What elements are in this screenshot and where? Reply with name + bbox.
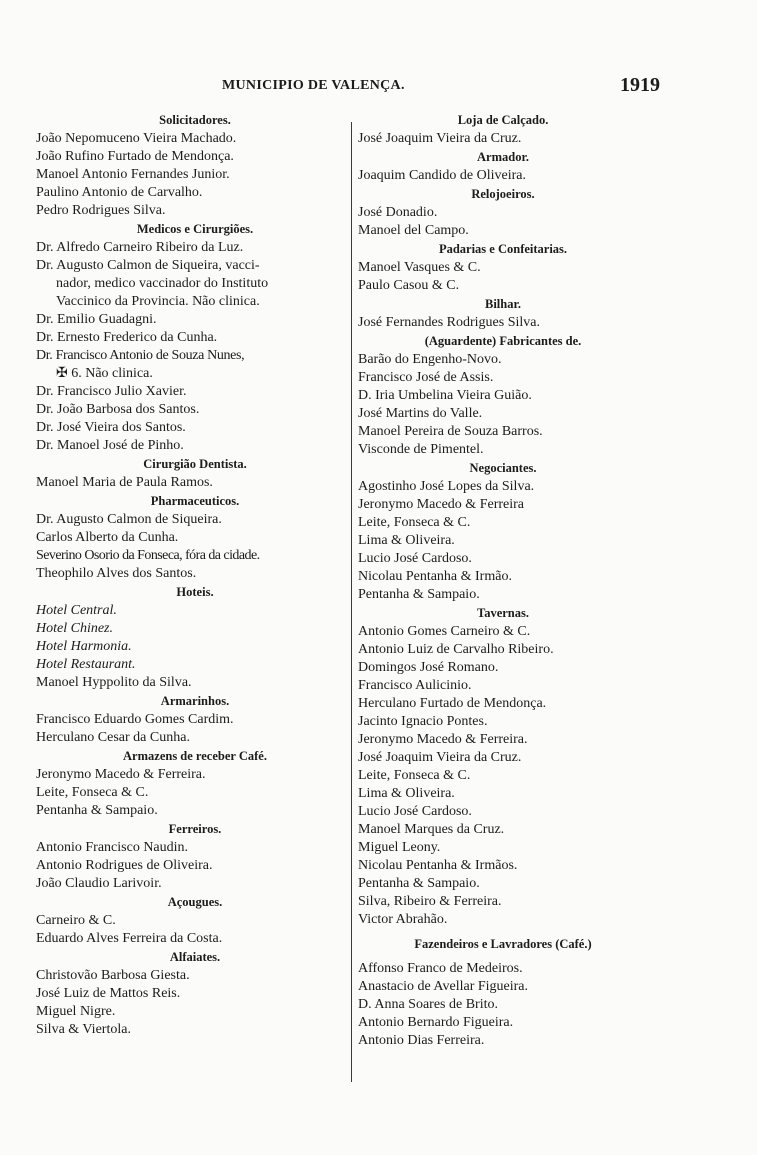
list-item: Anastacio de Avellar Figueira.	[358, 979, 529, 994]
list-item: Eduardo Alves Ferreira da Costa.	[36, 931, 223, 946]
section-title: Armarinhos.	[160, 694, 230, 708]
list-item: Nicolau Pentanha & Irmãos.	[358, 858, 518, 873]
section-hoteis	[36, 583, 354, 692]
list-item: Antonio Dias Ferreira.	[358, 1033, 485, 1048]
list-item: Francisco Eduardo Gomes Cardim.	[36, 712, 234, 727]
list-item: Dr. Alfredo Carneiro Ribeiro da Luz.	[36, 240, 244, 255]
section-calcado	[358, 111, 648, 148]
section-armador	[358, 148, 648, 185]
list-item: Dr. Emilio Guadagni.	[36, 312, 157, 327]
section-title: Armador.	[477, 150, 529, 164]
list-item: Lima & Oliveira.	[358, 786, 455, 801]
section-negociantes	[358, 459, 648, 604]
list-item: Hotel Harmonia.	[36, 639, 132, 654]
list-item: D. Iria Umbelina Vieira Guião.	[358, 388, 532, 403]
section-aguardente	[358, 332, 648, 459]
section-title: (Aguardente) Fabricantes de.	[424, 334, 582, 348]
section-title: Alfaiates.	[169, 950, 221, 964]
list-item: D. Anna Soares de Brito.	[358, 997, 498, 1012]
section-title: Açougues.	[167, 895, 223, 909]
right-column	[358, 111, 648, 1050]
section-title: Armazens de receber Café.	[123, 749, 267, 763]
list-item: Manoel Antonio Fernandes Junior.	[36, 167, 230, 182]
section-title: Cirurgião Dentista.	[143, 457, 247, 471]
list-item: Francisco Aulicinio.	[358, 678, 472, 693]
page-header	[0, 74, 757, 100]
section-title: Padarias e Confeitarias.	[438, 242, 568, 256]
list-item: Pedro Rodrigues Silva.	[36, 203, 166, 218]
section-tavernas	[358, 604, 648, 929]
section-title: Loja de Calçado.	[457, 113, 549, 127]
list-item: Jacinto Ignacio Pontes.	[358, 714, 488, 729]
list-item: Antonio Rodrigues de Oliveira.	[36, 858, 213, 873]
page-number: 1919	[620, 74, 660, 96]
list-item: Victor Abrahão.	[358, 912, 448, 927]
list-item: João Nepomuceno Vieira Machado.	[36, 131, 237, 146]
list-item: Manoel Vasques & C.	[358, 260, 481, 275]
list-item: Dr. Augusto Calmon de Siqueira.	[36, 512, 222, 527]
list-item: Jeronymo Macedo & Ferreira.	[36, 767, 206, 782]
list-item: Dr. João Barbosa dos Santos.	[36, 402, 200, 417]
section-bilhar	[358, 295, 648, 332]
list-item: Herculano Cesar da Cunha.	[36, 730, 190, 745]
list-item: Dr. José Vieira dos Santos.	[36, 420, 186, 435]
list-item: Vaccinico da Provincia. Não clinica.	[56, 294, 260, 309]
list-item: Antonio Francisco Naudin.	[36, 840, 189, 855]
section-title: Bilhar.	[484, 297, 521, 311]
list-item: Barão do Engenho-Novo.	[358, 352, 502, 367]
section-title: Solicitadores.	[159, 113, 231, 127]
section-ferreiros	[36, 820, 354, 893]
list-item: Hotel Chinez.	[36, 621, 113, 636]
list-item: Manoel Pereira de Souza Barros.	[358, 424, 543, 439]
section-title: Fazendeiros e Lavradores (Café.)	[414, 937, 592, 951]
list-item: Antonio Luiz de Carvalho Ribeiro.	[358, 642, 554, 657]
list-item: Silva & Viertola.	[36, 1022, 131, 1037]
left-column	[36, 111, 354, 1039]
list-item: Paulo Casou & C.	[358, 278, 460, 293]
list-item: Miguel Leony.	[358, 840, 441, 855]
list-item: Paulino Antonio de Carvalho.	[36, 185, 203, 200]
list-item: Carneiro & C.	[36, 913, 116, 928]
list-item: Lucio José Cardoso.	[358, 804, 472, 819]
list-item: Dr. Francisco Antonio de Souza Nunes,	[36, 348, 245, 363]
list-item: José Joaquim Vieira da Cruz.	[358, 750, 522, 765]
section-acougues	[36, 893, 354, 948]
list-item: Pentanha & Sampaio.	[358, 587, 480, 602]
list-item: Nicolau Pentanha & Irmão.	[358, 569, 512, 584]
list-item: Manoel Maria de Paula Ramos.	[36, 475, 213, 490]
list-item: Dr. Ernesto Frederico da Cunha.	[36, 330, 218, 345]
list-item: Affonso Franco de Medeiros.	[358, 961, 523, 976]
list-item: Pentanha & Sampaio.	[36, 803, 158, 818]
list-item: Domingos José Romano.	[358, 660, 499, 675]
list-item: Carlos Alberto da Cunha.	[36, 530, 179, 545]
list-item: Hotel Restaurant.	[36, 657, 136, 672]
list-item: Lucio José Cardoso.	[358, 551, 472, 566]
section-title: Ferreiros.	[168, 822, 222, 836]
section-title: Negociantes.	[469, 461, 537, 475]
list-item: Christovão Barbosa Giesta.	[36, 968, 190, 983]
section-alfaiates	[36, 948, 354, 1039]
page-title: MUNICIPIO DE VALENÇA.	[222, 78, 405, 93]
list-item: Manoel del Campo.	[358, 223, 469, 238]
list-item: Miguel Nigre.	[36, 1004, 116, 1019]
list-item: Leite, Fonseca & C.	[358, 768, 471, 783]
section-pharmaceuticos	[36, 492, 354, 583]
list-item: José Joaquim Vieira da Cruz.	[358, 131, 522, 146]
list-item: Silva, Ribeiro & Ferreira.	[358, 894, 502, 909]
list-item: Jeronymo Macedo & Ferreira	[358, 497, 524, 512]
list-item: João Claudio Larivoir.	[36, 876, 162, 891]
list-item: Leite, Fonseca & C.	[36, 785, 149, 800]
list-item: Leite, Fonseca & C.	[358, 515, 471, 530]
list-item: Joaquim Candido de Oliveira.	[358, 168, 526, 183]
list-item: José Donadio.	[358, 205, 438, 220]
list-item: Visconde de Pimentel.	[358, 442, 484, 457]
list-item: José Fernandes Rodrigues Silva.	[358, 315, 540, 330]
list-item: Theophilo Alves dos Santos.	[36, 566, 197, 581]
section-dentista	[36, 455, 354, 492]
list-item: Dr. Francisco Julio Xavier.	[36, 384, 187, 399]
section-relojoeiros	[358, 185, 648, 240]
list-item: José Luiz de Mattos Reis.	[36, 986, 181, 1001]
section-padarias	[358, 240, 648, 295]
list-item: Herculano Furtado de Mendonça.	[358, 696, 547, 711]
section-title: Pharmaceuticos.	[150, 494, 240, 508]
list-item: Hotel Central.	[36, 603, 117, 618]
list-item: Pentanha & Sampaio.	[358, 876, 480, 891]
section-armazens	[36, 747, 354, 820]
list-item: Antonio Gomes Carneiro & C.	[358, 624, 531, 639]
section-title: Tavernas.	[477, 606, 529, 620]
list-item: Dr. Augusto Calmon de Siqueira, vacci-	[36, 258, 260, 273]
list-item: Francisco José de Assis.	[358, 370, 494, 385]
section-medicos	[36, 220, 354, 455]
section-fazendeiros	[358, 929, 648, 1050]
list-item: ✠ 6. Não clinica.	[56, 366, 153, 381]
section-solicitadores	[36, 111, 354, 220]
list-item: Lima & Oliveira.	[358, 533, 455, 548]
list-item: Agostinho José Lopes da Silva.	[358, 479, 535, 494]
list-item: Antonio Bernardo Figueira.	[358, 1015, 514, 1030]
list-item: Dr. Manoel José de Pinho.	[36, 438, 184, 453]
section-title: Medicos e Cirurgiões.	[136, 222, 254, 236]
list-item: Jeronymo Macedo & Ferreira.	[358, 732, 528, 747]
list-item: João Rufino Furtado de Mendonça.	[36, 149, 234, 164]
list-item: Manoel Hyppolito da Silva.	[36, 675, 192, 690]
section-title: Hoteis.	[176, 585, 214, 599]
list-item: José Martins do Valle.	[358, 406, 483, 421]
list-item: Severino Osorio da Fonseca, fóra da cidade.	[36, 548, 260, 563]
section-armarinhos	[36, 692, 354, 747]
list-item: nador, medico vaccinador do Instituto	[56, 276, 269, 291]
list-item: Manoel Marques da Cruz.	[358, 822, 505, 837]
section-title: Relojoeiros.	[471, 187, 535, 201]
